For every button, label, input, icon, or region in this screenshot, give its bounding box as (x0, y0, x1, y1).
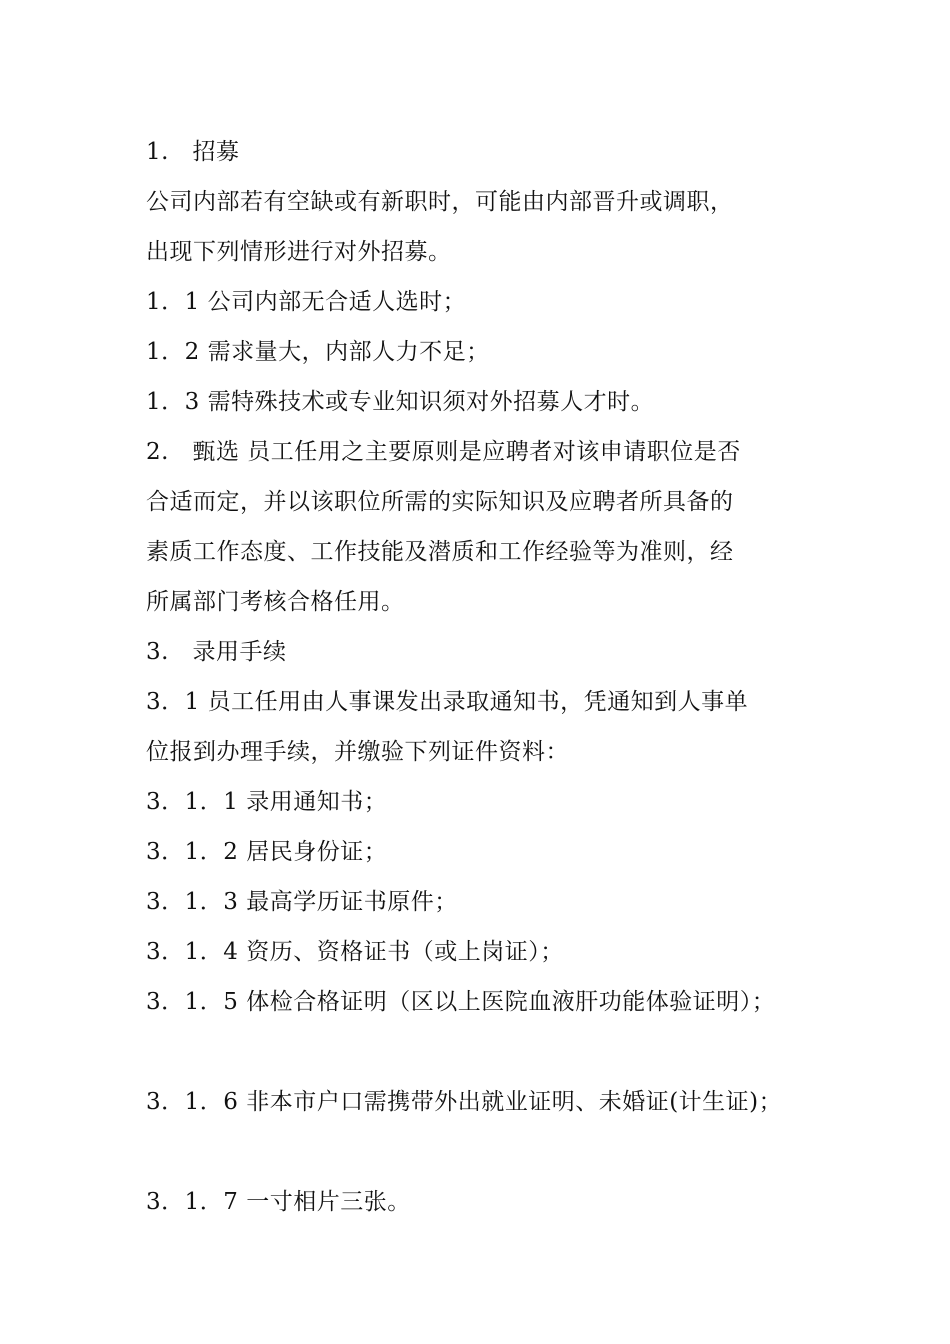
list-item: 3．1．6 非本市户口需携带外出就业证明、未婚证(计生证)； (146, 1089, 783, 1115)
list-item: 1．2 需求量大，内部人力不足； (146, 339, 490, 365)
paragraph-line: 位报到办理手续，并缴验下列证件资料： (146, 739, 569, 765)
paragraph-line: 公司内部若有空缺或有新职时，可能由内部晋升或调职， (146, 189, 734, 215)
paragraph-line: 出现下列情形进行对外招募。 (146, 239, 452, 265)
list-item: 3．1．4 资历、资格证书（或上岗证）； (146, 939, 564, 965)
section-heading-recruitment: 1. 招募 (146, 139, 240, 165)
paragraph-line: 素质工作态度、工作技能及潜质和工作经验等为准则，经 (146, 539, 734, 565)
paragraph-line: 合适而定，并以该职位所需的实际知识及应聘者所具备的 (146, 489, 734, 515)
list-item: 1．1 公司内部无合适人选时； (146, 289, 467, 315)
list-item: 3．1．3 最高学历证书原件； (146, 889, 458, 915)
paragraph-line: 3．1 员工任用由人事课发出录取通知书，凭通知到人事单 (146, 689, 749, 715)
section-heading-hiring-procedure: 3. 录用手续 (146, 639, 287, 665)
list-item: 3．1．5 体检合格证明（区以上医院血液肝功能体验证明）； (146, 989, 776, 1015)
list-item: 1．3 需特殊技术或专业知识须对外招募人才时。 (146, 389, 655, 415)
list-item: 3．1．1 录用通知书； (146, 789, 388, 815)
list-item: 3．1．7 一寸相片三张。 (146, 1189, 411, 1215)
section-heading-selection: 2. 甄选 员工任用之主要原则是应聘者对该申请职位是否 (146, 439, 741, 465)
list-item: 3．1．2 居民身份证； (146, 839, 388, 865)
paragraph-line: 所属部门考核合格任用。 (146, 589, 405, 615)
